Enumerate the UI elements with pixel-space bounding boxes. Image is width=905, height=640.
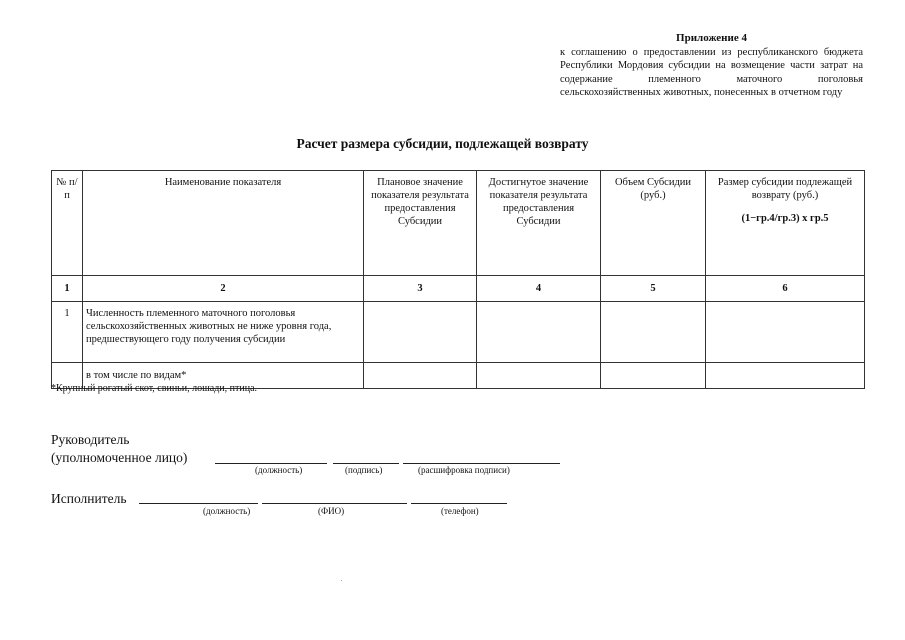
authorized-person-label: (уполномоченное лицо) <box>51 450 188 465</box>
head-position-caption: (должность) <box>255 465 303 475</box>
column-number: 3 <box>364 276 477 302</box>
column-number: 1 <box>52 276 83 302</box>
annex-body: к соглашению о предоставлении из республиканского бюджета Республики Мордовия субсидии на возмещение части затрат на содержание племенного маточного поголовья сельскохозяйственных животных, понесенных в отчетном году <box>560 46 863 99</box>
header-planned: Плановое значение показателя результата предоставления Субсидии <box>364 171 477 276</box>
cell-volume <box>601 302 706 363</box>
annex-block <box>560 32 863 100</box>
header-achieved: Достигнутое значение показателя результата предоставления Субсидии <box>477 171 601 276</box>
executor-position-line <box>139 503 258 504</box>
cell-volume <box>601 363 706 389</box>
header-volume: Объем Субсидии (руб.) <box>601 171 706 276</box>
row-name: Численность племенного маточного поголовья сельскохозяйственных животных не ниже уровня года, предшествующего году получения субсидии <box>83 302 364 363</box>
cell-achieved <box>477 363 601 389</box>
annex-title: Приложение 4 <box>676 32 747 44</box>
column-number: 2 <box>83 276 364 302</box>
head-signature-caption: (подпись) <box>345 465 383 475</box>
header-refund-label: Размер субсидии подлежащей возврату (руб.) <box>717 177 853 201</box>
row-num: 1 <box>52 302 83 363</box>
cell-planned <box>364 302 477 363</box>
executor-fio-caption: (ФИО) <box>318 506 345 516</box>
executor-label: Исполнитель <box>51 491 127 506</box>
header-refund <box>706 171 865 276</box>
head-position-line <box>215 463 327 464</box>
column-number: 5 <box>601 276 706 302</box>
executor-phone-line <box>411 503 507 504</box>
table-header-row <box>52 171 865 276</box>
head-decoding-caption: (расшифровка подписи) <box>418 465 510 475</box>
header-refund-formula: (1−гр.4/гр.3) x гр.5 <box>741 213 829 224</box>
executor-phone-caption: (телефон) <box>441 506 479 516</box>
cell-achieved <box>477 302 601 363</box>
head-decoding-line <box>403 463 560 464</box>
column-number-row <box>52 276 865 302</box>
cell-planned <box>364 363 477 389</box>
row-name: в том числе по видам* <box>83 363 364 389</box>
header-name: Наименование показателя <box>83 171 364 276</box>
executor-position-caption: (должность) <box>203 506 251 516</box>
header-num: № п/п <box>52 171 83 276</box>
column-number: 4 <box>477 276 601 302</box>
executor-fio-line <box>262 503 407 504</box>
footnote: *Крупный рогатый скот, свиньи, лошади, птица. <box>51 383 258 394</box>
scan-speck <box>341 580 342 581</box>
column-number: 6 <box>706 276 865 302</box>
cell-refund <box>706 302 865 363</box>
cell-refund <box>706 363 865 389</box>
subsidy-calculation-table <box>51 170 865 389</box>
head-signature-line <box>333 463 399 464</box>
table-row <box>52 302 865 363</box>
document-title: Расчет размера субсидии, подлежащей возврату <box>296 136 589 151</box>
head-label: Руководитель <box>51 432 130 447</box>
